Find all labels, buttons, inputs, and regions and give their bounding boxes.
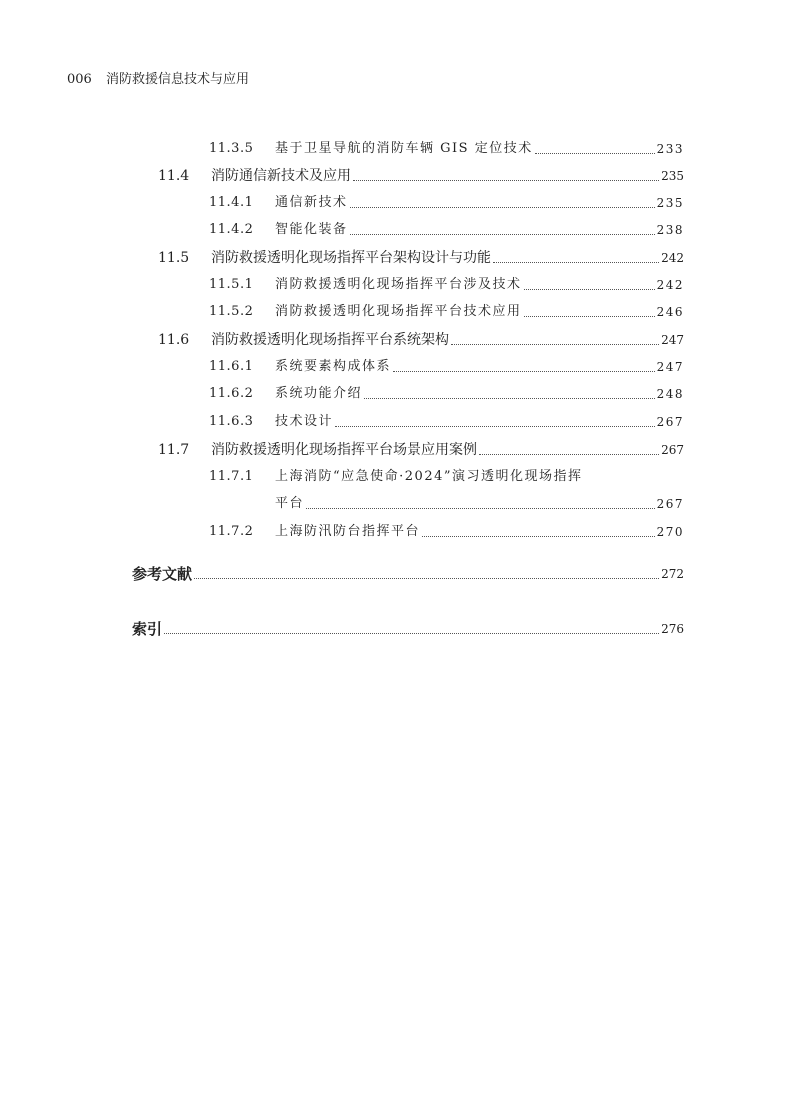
- dot-leader: [364, 398, 655, 399]
- toc-page: 246: [656, 305, 684, 319]
- toc-entry-11-7-2[interactable]: [209, 521, 684, 543]
- dot-leader: [164, 633, 659, 634]
- dot-leader: [194, 578, 659, 579]
- dot-leader: [335, 426, 655, 427]
- toc-entry-11-5-1[interactable]: [209, 274, 684, 296]
- toc-title: 消防救援透明化现场指挥平台涉及技术: [275, 277, 522, 292]
- dot-leader: [306, 508, 655, 509]
- toc-number: 11.4.2: [209, 222, 254, 237]
- dot-leader: [451, 344, 659, 345]
- running-header: [67, 68, 249, 87]
- dot-leader: [524, 316, 655, 317]
- dot-leader: [350, 207, 655, 208]
- toc-title: 消防通信新技术及应用: [211, 168, 351, 184]
- toc-entry-11-7-1-continued[interactable]: [275, 493, 684, 515]
- toc-entry-references[interactable]: [132, 563, 684, 585]
- toc-entry-11-7[interactable]: [158, 439, 684, 461]
- toc-title: 消防救援透明化现场指挥平台系统架构: [211, 332, 449, 348]
- toc-entry-11-4-2[interactable]: [209, 219, 684, 241]
- toc-entry-11-5[interactable]: [158, 247, 684, 269]
- toc-entry-11-4-1[interactable]: [209, 192, 684, 214]
- toc-page: 270: [656, 525, 684, 539]
- toc-page: 235: [661, 169, 684, 183]
- toc-number: 11.5.2: [209, 304, 254, 319]
- toc-title: 通信新技术: [275, 195, 348, 210]
- toc-page: 267: [656, 497, 684, 511]
- toc-number: 11.5: [158, 250, 190, 266]
- toc-page: 276: [661, 622, 684, 636]
- dot-leader: [535, 153, 655, 154]
- toc-title: 参考文献: [132, 565, 193, 583]
- toc-title: 智能化装备: [275, 222, 348, 237]
- dot-leader: [353, 180, 659, 181]
- toc-entry-11-6-3[interactable]: [209, 411, 684, 433]
- dot-leader: [393, 371, 655, 372]
- toc-title: 技术设计: [275, 414, 334, 429]
- toc-title: 消防救援透明化现场指挥平台技术应用: [275, 304, 522, 319]
- toc-number: 11.4.1: [209, 195, 254, 210]
- toc-page: 238: [656, 223, 684, 237]
- toc-page: 247: [656, 360, 684, 374]
- toc-number: 11.5.1: [209, 277, 254, 292]
- toc-page: 272: [661, 567, 684, 581]
- toc-page: 233: [656, 142, 684, 156]
- dot-leader: [524, 289, 655, 290]
- toc-number: 11.7.2: [209, 524, 254, 539]
- toc-title-line2: 平台: [275, 496, 305, 511]
- toc-title: 消防救援透明化现场指挥平台场景应用案例: [211, 442, 477, 458]
- toc-page: 247: [661, 333, 684, 347]
- toc-title: 索引: [132, 620, 163, 638]
- toc-page: 248: [656, 387, 684, 401]
- toc-entry-11-3-5[interactable]: [209, 138, 684, 160]
- toc-page: 267: [656, 415, 684, 429]
- dot-leader: [350, 234, 655, 235]
- toc-page: 242: [661, 251, 684, 265]
- toc-number: 11.6.2: [209, 386, 254, 401]
- toc-entry-11-6-2[interactable]: [209, 383, 684, 405]
- toc-title: 上海防汛防台指挥平台: [275, 524, 421, 539]
- toc-title: 消防救援透明化现场指挥平台架构设计与功能: [211, 250, 491, 266]
- toc-number: 11.4: [158, 168, 190, 184]
- toc-entry-11-4[interactable]: [158, 165, 684, 187]
- toc-page: 267: [661, 443, 684, 457]
- toc-entry-11-5-2[interactable]: [209, 301, 684, 323]
- toc-page: 242: [656, 278, 684, 292]
- dot-leader: [493, 262, 659, 263]
- toc-number: 11.3.5: [209, 141, 254, 156]
- dot-leader: [479, 454, 659, 455]
- toc-number: 11.6.1: [209, 359, 254, 374]
- book-title: 消防救援信息技术与应用: [105, 72, 249, 87]
- toc-entry-11-7-1[interactable]: [209, 466, 684, 488]
- toc-page: 235: [656, 196, 684, 210]
- toc-entry-index[interactable]: [132, 618, 684, 640]
- page-number: 006: [67, 72, 92, 87]
- toc-entry-11-6[interactable]: [158, 329, 684, 351]
- toc-entry-11-6-1[interactable]: [209, 356, 684, 378]
- toc-number: 11.7: [158, 442, 190, 458]
- toc-number: 11.6.3: [209, 414, 254, 429]
- toc-number: 11.6: [158, 332, 190, 348]
- toc-title: 基于卫星导航的消防车辆 GIS 定位技术: [275, 141, 533, 156]
- toc-title: 系统要素构成体系: [275, 359, 392, 374]
- dot-leader: [422, 536, 655, 537]
- toc-title: 系统功能介绍: [275, 386, 363, 401]
- toc-title-line1: 上海消防“应急使命·2024”演习透明化现场指挥: [275, 469, 583, 484]
- toc-number: 11.7.1: [209, 469, 254, 484]
